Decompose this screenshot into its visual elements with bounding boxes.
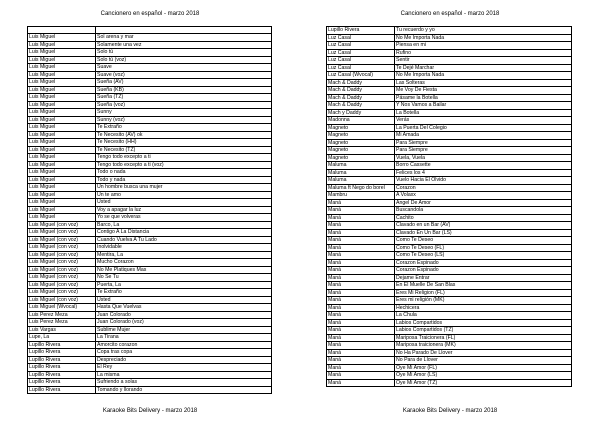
song-cell: Amorcito corazon (96, 341, 272, 349)
table-row (327, 349, 572, 357)
artist-cell: Luz Casal (327, 49, 395, 57)
table-row (28, 169, 272, 177)
artist-cell: Maná (327, 252, 395, 260)
song-cell: La misma (96, 371, 272, 379)
table-row (327, 297, 572, 305)
table-row (327, 34, 572, 42)
artist-cell: Mambru (327, 192, 395, 200)
song-cell: No Me Importa Nada (395, 72, 572, 80)
song-cell: Piensa en mi (395, 42, 572, 50)
song-cell: Oye Mi Amor (TZ) (395, 379, 572, 387)
table-row (28, 199, 272, 207)
song-cell: Un hombre busca una mujer (96, 184, 272, 192)
table-row (28, 64, 272, 72)
table-row (28, 27, 272, 34)
song-cell: Sentir (395, 57, 572, 65)
artist-cell: Luis Miguel (28, 49, 96, 57)
artist-cell: Luis Miguel (28, 101, 96, 109)
song-cell: Te Extraño (96, 289, 272, 297)
artist-cell: Maluma ft Nego do borel (327, 184, 395, 192)
artist-cell: Luis Miguel (28, 146, 96, 154)
artist-cell: Luis Miguel (28, 184, 96, 192)
song-cell: Sueña (KB) (96, 86, 272, 94)
artist-cell: Magneto (327, 124, 395, 132)
song-cell: Sueña (voz) (96, 101, 272, 109)
table-row (327, 229, 572, 237)
song-table-right (326, 26, 572, 387)
song-cell: Mariposa traicionera (MK) (395, 342, 572, 350)
table-row (327, 312, 572, 320)
table-row (327, 274, 572, 282)
table-row (327, 102, 572, 110)
song-cell: Tengo todo excepto a ti (96, 154, 272, 162)
table-row (28, 206, 272, 214)
table-row (327, 244, 572, 252)
song-cell: Cuando Vuelva A Tu Lado (96, 236, 272, 244)
table-row (28, 379, 272, 387)
table-row (327, 57, 572, 65)
table-row (327, 132, 572, 140)
table-row (327, 252, 572, 260)
song-cell: Como Te Deseo (FL) (395, 244, 572, 252)
artist-cell: Luis Miguel (con voz) (28, 229, 96, 237)
artist-cell: Luis Miguel (28, 169, 96, 177)
artist-cell: Luis Miguel (28, 214, 96, 222)
song-cell: Corazon Espinado (395, 267, 572, 275)
artist-cell: Lupillo Rivera (28, 379, 96, 387)
artist-cell: Luis Miguel (28, 109, 96, 117)
artist-cell: Maná (327, 222, 395, 230)
song-cell: Me Voy De Fiesta (395, 87, 572, 95)
table-row (28, 214, 272, 222)
table-row (327, 154, 572, 162)
table-row (28, 349, 272, 357)
song-cell: Usted (96, 296, 272, 304)
song-cell: Eres mi religión (MK) (395, 297, 572, 305)
song-cell: Cachito (395, 214, 572, 222)
song-cell: Mariposa Traicionera (FL) (395, 334, 572, 342)
page-footer: Karaoke Bits Delivery - marzo 2018 (102, 408, 198, 414)
artist-cell: Luz Casal (327, 64, 395, 72)
page-header: Cancionero en español - marzo 2018 (100, 11, 200, 17)
song-cell: Tengo todo excepto a ti (voz) (96, 161, 272, 169)
song-cell: Borro Cassette (395, 162, 572, 170)
artist-cell: Luis Miguel (con voz) (28, 296, 96, 304)
artist-cell: Luis Miguel (28, 124, 96, 132)
table-row (327, 199, 572, 207)
table-row (28, 221, 272, 229)
table-row (28, 184, 272, 192)
table-row (28, 281, 272, 289)
song-cell: Pásame la Botella (395, 94, 572, 102)
artist-cell: Maná (327, 267, 395, 275)
artist-cell: Luis Miguel (28, 199, 96, 207)
song-cell: Vuela, Vuela (395, 154, 572, 162)
song-cell: A Volaxx (395, 192, 572, 200)
song-cell: Sunny (96, 109, 272, 117)
artist-cell: Maná (327, 372, 395, 380)
table-row (327, 364, 572, 372)
table-row (28, 304, 272, 312)
artist-cell: Luz Casal (327, 34, 395, 42)
artist-cell: Luis Miguel (28, 79, 96, 87)
artist-cell (28, 27, 96, 34)
table-row (327, 72, 572, 80)
table-row (28, 296, 272, 304)
song-cell: Felices los 4 (395, 169, 572, 177)
table-row (28, 176, 272, 184)
song-cell: Voy a apagar la luz (96, 206, 272, 214)
song-cell: Sunny (voz) (96, 116, 272, 124)
table-row (28, 41, 272, 49)
song-cell: Solo tú (96, 49, 272, 57)
artist-cell: Maná (327, 319, 395, 327)
table-row (28, 236, 272, 244)
song-cell: Buscandola (395, 207, 572, 215)
table-row (28, 274, 272, 282)
artist-cell: Luis Miguel (28, 116, 96, 124)
song-cell: La Chula (395, 312, 572, 320)
artist-cell: Maná (327, 297, 395, 305)
table-row (327, 109, 572, 117)
song-cell: Oye Mi Amor (LS) (395, 372, 572, 380)
song-cell: Solamente una vez (96, 41, 272, 49)
artist-cell: Maná (327, 199, 395, 207)
table-row (327, 124, 572, 132)
artist-cell: Luis Perez Meza (28, 319, 96, 327)
artist-cell: Lupillo Rivera (28, 349, 96, 357)
song-cell: En El Muelle De San Blas (395, 282, 572, 290)
song-cell: Angel De Amor (395, 199, 572, 207)
song-cell: Mi Amada (395, 132, 572, 140)
table-row (28, 161, 272, 169)
artist-cell: Luis Miguel (con voz) (28, 251, 96, 259)
table-row (327, 207, 572, 215)
song-cell: Corazon (395, 184, 572, 192)
table-row (327, 169, 572, 177)
table-row (28, 319, 272, 327)
table-row (327, 147, 572, 155)
song-cell: La Puerta Del Colegio (395, 124, 572, 132)
artist-cell: Luis Miguel (Wvocal) (28, 304, 96, 312)
song-cell: Dejame Entrar (395, 274, 572, 282)
table-row (327, 79, 572, 87)
song-cell: No Me Importa Nada (395, 34, 572, 42)
artist-cell: Maná (327, 259, 395, 267)
song-cell: Contigo A La Distancia (96, 229, 272, 237)
artist-cell: Maná (327, 364, 395, 372)
artist-cell: Madonna (327, 117, 395, 125)
artist-cell: Lupillo Rivera (28, 341, 96, 349)
table-row (28, 311, 272, 319)
artist-cell: Maná (327, 282, 395, 290)
artist-cell: Maná (327, 207, 395, 215)
song-cell: Como Te Deseo (LS) (395, 252, 572, 260)
song-cell: Te Dejé Marchar (395, 64, 572, 72)
song-cell: Despreciado (96, 356, 272, 364)
table-row (28, 79, 272, 87)
song-cell: Labios Compartidos (TZ) (395, 327, 572, 335)
artist-cell: Magneto (327, 147, 395, 155)
song-cell: Te Necesito (TZ) (96, 146, 272, 154)
artist-cell: Maná (327, 237, 395, 245)
song-cell: Tu recuerdo y yo (395, 27, 572, 35)
song-cell: Y Nos Vamos a Bailar (395, 102, 572, 110)
artist-cell: Mach y Daddy (327, 109, 395, 117)
table-row (28, 139, 272, 147)
song-cell: Corazon Espinado (395, 259, 572, 267)
song-cell: Te Necesito (HH) (96, 139, 272, 147)
song-cell: No Se Tu (96, 274, 272, 282)
table-row (327, 192, 572, 200)
song-cell: Solo tú (voz) (96, 56, 272, 64)
artist-cell: Magneto (327, 132, 395, 140)
song-cell: Todo y nada (96, 176, 272, 184)
table-row (28, 71, 272, 79)
artist-cell: Mach & Daddy (327, 102, 395, 110)
artist-cell: Maná (327, 334, 395, 342)
song-cell: Juan Colorado (voz) (96, 319, 272, 327)
artist-cell: Lupillo Rivera (327, 27, 395, 35)
song-cell: Hechicera (395, 304, 572, 312)
song-cell: Sol arena y mar (96, 34, 272, 42)
artist-cell: Luis Miguel (28, 176, 96, 184)
song-cell: No Me Platiques Mas (96, 266, 272, 274)
artist-cell: Maná (327, 342, 395, 350)
artist-cell: Lupe, La (28, 334, 96, 342)
table-row (327, 64, 572, 72)
table-row (28, 94, 272, 102)
artist-cell: Maná (327, 349, 395, 357)
song-cell: Suave (96, 64, 272, 72)
table-row (28, 34, 272, 42)
table-row (327, 162, 572, 170)
table-row (327, 94, 572, 102)
table-row (28, 334, 272, 342)
artist-cell: Maná (327, 379, 395, 387)
table-row (327, 357, 572, 365)
artist-cell: Luis Miguel (con voz) (28, 289, 96, 297)
song-cell: Hasta Que Vuelvas (96, 304, 272, 312)
table-row (28, 131, 272, 139)
table-row (327, 222, 572, 230)
song-cell: No Ha Parado De Llover (395, 349, 572, 357)
artist-cell: Luis Miguel (28, 56, 96, 64)
table-row (327, 304, 572, 312)
table-row (327, 319, 572, 327)
table-row (327, 334, 572, 342)
artist-cell: Mach & Daddy (327, 87, 395, 95)
song-cell: Tomando y llorando (96, 386, 272, 394)
song-cell: Labios Compartidos (395, 319, 572, 327)
song-cell (96, 27, 272, 34)
artist-cell: Luis Miguel (28, 86, 96, 94)
table-row (327, 342, 572, 350)
table-row (28, 289, 272, 297)
artist-cell: Luis Miguel (28, 131, 96, 139)
table-row (28, 146, 272, 154)
song-cell: Para Siempre (395, 147, 572, 155)
table-row (28, 154, 272, 162)
song-cell: Verás (395, 117, 572, 125)
table-row (327, 117, 572, 125)
artist-cell: Luz Casal (327, 57, 395, 65)
right-page (300, 0, 600, 424)
artist-cell: Luis Perez Meza (28, 311, 96, 319)
artist-cell: Luis Miguel (con voz) (28, 221, 96, 229)
artist-cell: Luis Miguel (28, 154, 96, 162)
song-cell: Sublime Mujer (96, 326, 272, 334)
artist-cell: Maná (327, 244, 395, 252)
song-cell: Clavado En Un Bar (LS) (395, 229, 572, 237)
table-row (28, 371, 272, 379)
song-cell: Juan Colorado (96, 311, 272, 319)
table-row (28, 56, 272, 64)
artist-cell: Maná (327, 214, 395, 222)
artist-cell: Luis Miguel (28, 41, 96, 49)
song-cell: Sufriendo a solas (96, 379, 272, 387)
artist-cell: Luz Casal (327, 42, 395, 50)
artist-cell: Mach & Daddy (327, 79, 395, 87)
artist-cell: Luis Miguel (con voz) (28, 244, 96, 252)
table-row (28, 116, 272, 124)
song-cell: Inolvidable (96, 244, 272, 252)
table-row (28, 326, 272, 334)
song-cell: Todo o nada (96, 169, 272, 177)
song-cell: Suave (voz) (96, 71, 272, 79)
artist-cell: Luis Miguel (con voz) (28, 266, 96, 274)
table-row (327, 282, 572, 290)
table-row (28, 109, 272, 117)
table-row (327, 259, 572, 267)
artist-cell: Maluma (327, 177, 395, 185)
artist-cell: Luz Casal (Wvocal) (327, 72, 395, 80)
song-cell: Usted (96, 199, 272, 207)
artist-cell: Luis Miguel (con voz) (28, 274, 96, 282)
table-row (327, 327, 572, 335)
artist-cell: Luis Miguel (28, 94, 96, 102)
song-cell: Oye Mi Amor (FL) (395, 364, 572, 372)
table-row (327, 379, 572, 387)
table-row (28, 229, 272, 237)
table-row (28, 386, 272, 394)
song-cell: Sueña (TZ) (96, 94, 272, 102)
table-row (28, 86, 272, 94)
artist-cell: Magneto (327, 154, 395, 162)
song-cell: Yo se que volveras (96, 214, 272, 222)
table-row (327, 372, 572, 380)
song-cell: Te Extraño (96, 124, 272, 132)
song-cell: La Tirana (96, 334, 272, 342)
artist-cell: Lupillo Rivera (28, 386, 96, 394)
artist-cell: Maná (327, 304, 395, 312)
artist-cell: Maluma (327, 169, 395, 177)
artist-cell: Luis Miguel (28, 161, 96, 169)
song-cell: Te Necesito (AV) ok (96, 131, 272, 139)
artist-cell: Lupillo Rivera (28, 356, 96, 364)
table-row (28, 251, 272, 259)
artist-cell: Magneto (327, 139, 395, 147)
table-row (28, 244, 272, 252)
artist-cell: Luis Miguel (28, 206, 96, 214)
table-row (327, 184, 572, 192)
artist-cell: Luis Miguel (28, 34, 96, 42)
song-cell: Sueña (AV) (96, 79, 272, 87)
song-cell: Mucho Corazon (96, 259, 272, 267)
song-cell: El Rey (96, 364, 272, 372)
song-cell: Como Te Deseo (395, 237, 572, 245)
table-row (327, 49, 572, 57)
song-cell: Para Siempre (395, 139, 572, 147)
table-row (28, 191, 272, 199)
song-cell: Clavado en un Bar (AV) (395, 222, 572, 230)
song-cell: La Botella (395, 109, 572, 117)
page-header: Cancionero en español - marzo 2018 (400, 11, 500, 17)
artist-cell: Luis Miguel (con voz) (28, 236, 96, 244)
artist-cell: Luis Miguel (con voz) (28, 281, 96, 289)
artist-cell: Mach & Daddy (327, 94, 395, 102)
song-cell: Mentira, La (96, 251, 272, 259)
table-row (327, 267, 572, 275)
table-row (28, 101, 272, 109)
song-cell: Un te amo (96, 191, 272, 199)
song-cell: Puerta, La (96, 281, 272, 289)
artist-cell: Lupillo Rivera (28, 371, 96, 379)
artist-cell: Maluma (327, 162, 395, 170)
table-row (327, 27, 572, 35)
table-row (327, 87, 572, 95)
song-cell: No Para de Llover (395, 357, 572, 365)
table-row (28, 341, 272, 349)
artist-cell: Luis Miguel (con voz) (28, 259, 96, 267)
table-row (28, 49, 272, 57)
artist-cell: Maná (327, 312, 395, 320)
song-cell: Rufino (395, 49, 572, 57)
table-row (327, 177, 572, 185)
page-footer: Karaoke Bits Delivery - marzo 2018 (402, 408, 498, 414)
table-row (327, 237, 572, 245)
artist-cell: Maná (327, 274, 395, 282)
table-row (327, 289, 572, 297)
song-table-left (27, 26, 272, 394)
table-row (327, 42, 572, 50)
table-row (28, 259, 272, 267)
song-cell: Barco, La (96, 221, 272, 229)
table-row (28, 364, 272, 372)
artist-cell: Maná (327, 289, 395, 297)
artist-cell: Luis Miguel (28, 71, 96, 79)
artist-cell: Luis Vargas (28, 326, 96, 334)
table-row (28, 266, 272, 274)
artist-cell: Maná (327, 229, 395, 237)
artist-cell: Lupillo Rivera (28, 364, 96, 372)
artist-cell: Luis Miguel (28, 191, 96, 199)
table-row (327, 139, 572, 147)
table-row (28, 124, 272, 132)
song-cell: Eres Mi Religion (FL) (395, 289, 572, 297)
artist-cell: Maná (327, 327, 395, 335)
table-row (327, 214, 572, 222)
artist-cell: Luis Miguel (28, 139, 96, 147)
artist-cell: Maná (327, 357, 395, 365)
artist-cell: Luis Miguel (28, 64, 96, 72)
song-cell: Las Solteras (395, 79, 572, 87)
song-cell: Copa tras copa (96, 349, 272, 357)
table-row (28, 356, 272, 364)
song-cell: Vuelo Hacia El Olvido (395, 177, 572, 185)
